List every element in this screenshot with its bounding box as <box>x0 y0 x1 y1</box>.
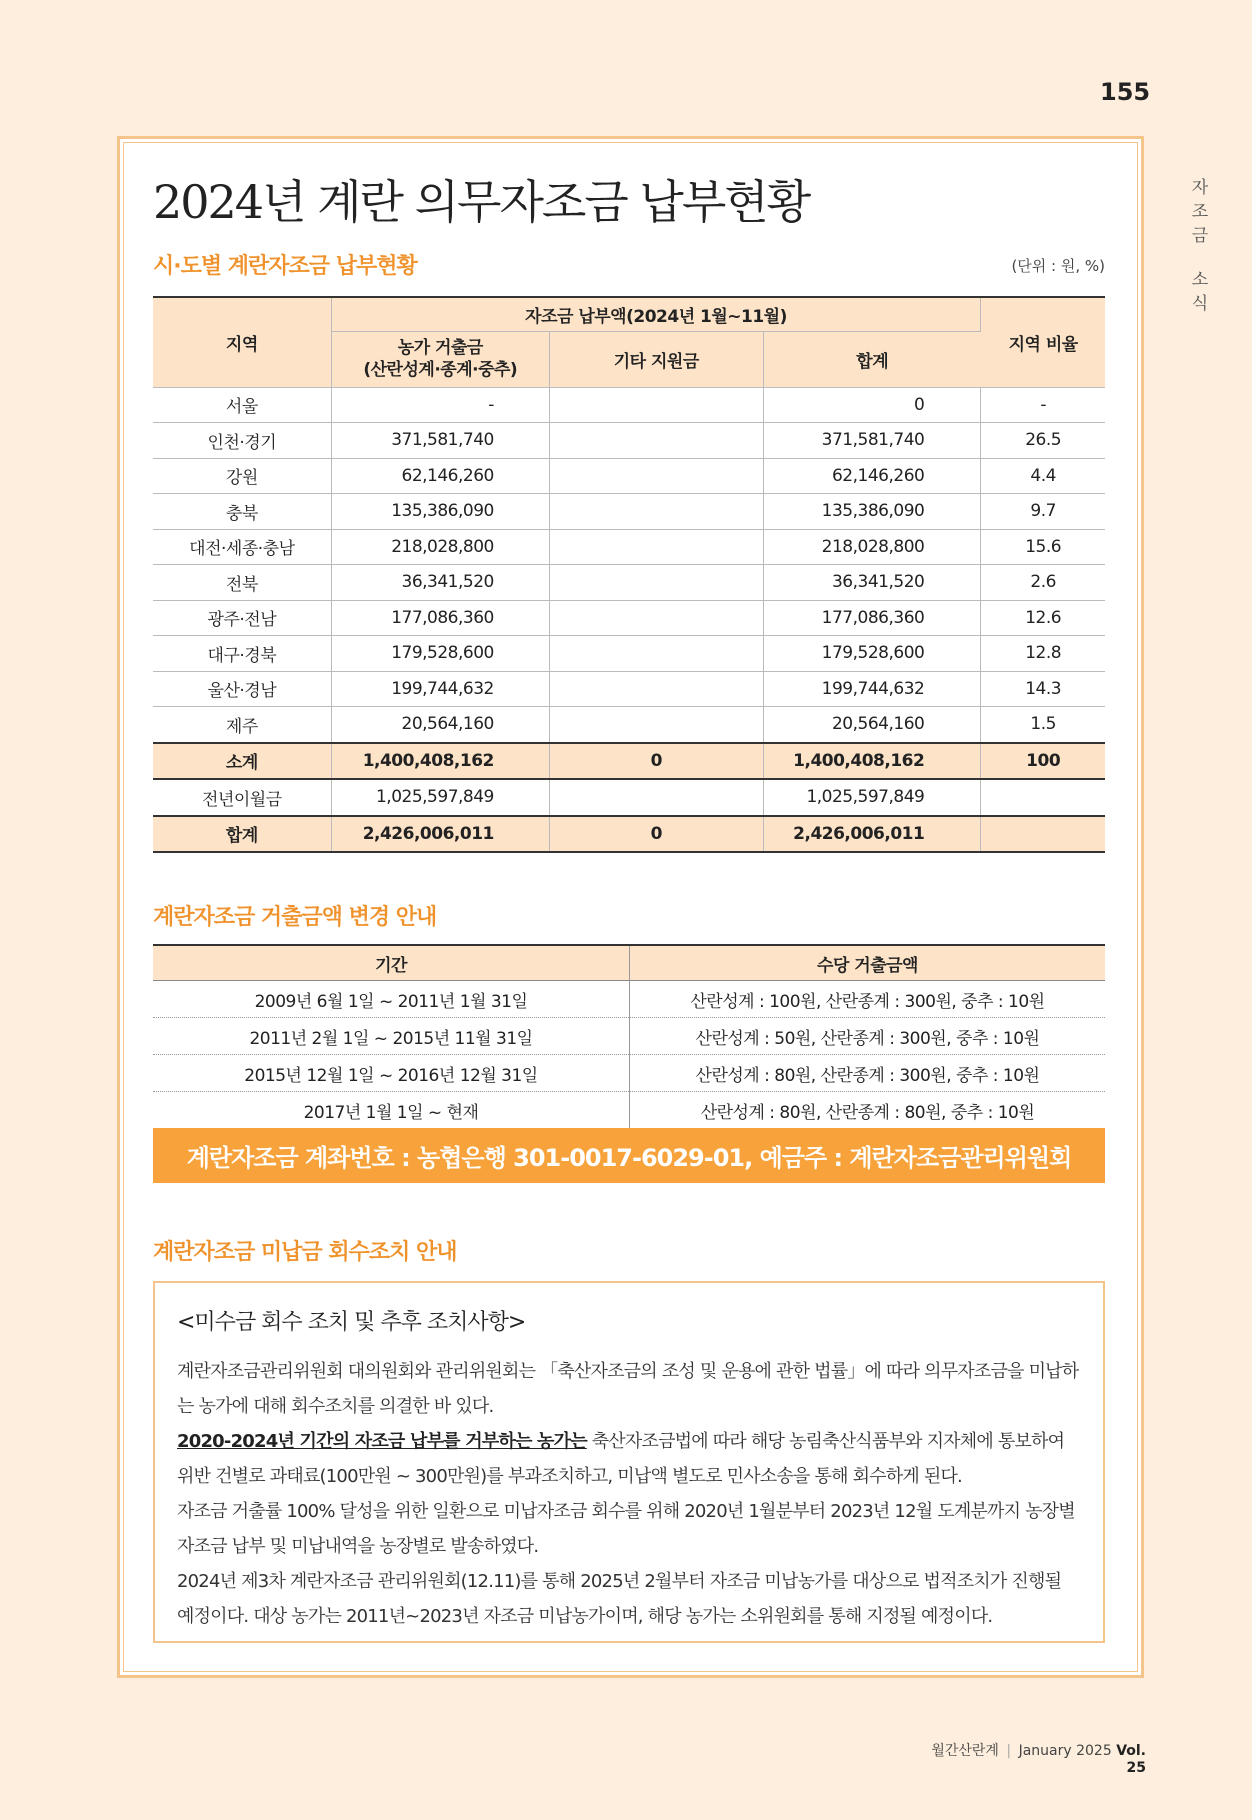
cell-ratio <box>981 779 1105 816</box>
cell-region: 합계 <box>153 816 331 853</box>
cell-farm: 1,400,408,162 <box>331 743 549 780</box>
header-farm <box>331 331 549 387</box>
cell-amount: 산란성계 : 80원, 산란종계 : 80원, 중추 : 10원 <box>700 1102 1035 1123</box>
cell-farm: 135,386,090 <box>331 494 549 530</box>
cell-region: 강원 <box>153 458 331 494</box>
table-row <box>153 423 1105 459</box>
cell-region: 서울 <box>153 387 331 423</box>
cell-total: 199,744,632 <box>763 671 981 707</box>
cell-total: 135,386,090 <box>763 494 981 530</box>
cell-total: 0 <box>763 387 981 423</box>
table-row <box>153 458 1105 494</box>
table-row <box>153 387 1105 423</box>
notice-box <box>153 1281 1105 1643</box>
cell-other <box>549 600 763 636</box>
table-row <box>153 707 1105 743</box>
cell-amount: 산란성계 : 80원, 산란종계 : 300원, 중추 : 10원 <box>630 1055 1106 1092</box>
table-row <box>153 529 1105 565</box>
notice-paragraph-4: 2024년 제3차 계란자조금 관리위원회(12.11)를 통해 2025년 2월부터 자조금 미납농가를 대상으로 법적조치가 진행될 예정이다. 대상 농가는 2011년~2023년 자조금 미납농가이며, 해당 농가는 소위원회를 통해 지정될 예정이다. <box>177 1571 1062 1627</box>
table-row <box>153 600 1105 636</box>
section2-title: 계란자조금 거출금액 변경 안내 <box>153 905 437 930</box>
cell-ratio: 15.6 <box>981 529 1105 565</box>
page-title: 2024년 계란 의무자조금 납부현황 <box>153 175 810 229</box>
cell-region: 소계 <box>153 743 331 780</box>
cell-farm: 2,426,006,011 <box>331 816 549 853</box>
cell-farm: 62,146,260 <box>331 458 549 494</box>
cell-ratio: 26.5 <box>981 423 1105 459</box>
footer-issue: January 2025 <box>1018 1743 1112 1759</box>
header-ratio: 지역 비율 <box>981 297 1105 387</box>
table-row <box>153 636 1105 672</box>
subtotal-row <box>153 743 1105 780</box>
cell-total: 218,028,800 <box>763 529 981 565</box>
cell-period: 2015년 12월 1일 ~ 2016년 12월 31일 <box>153 1055 630 1092</box>
side-tab-char: 식 <box>1191 294 1209 314</box>
cell-farm: 179,528,600 <box>331 636 549 672</box>
header-other: 기타 지원금 <box>549 331 763 387</box>
cell-total: 177,086,360 <box>763 600 981 636</box>
payment-status-table <box>153 296 1105 853</box>
cell-farm: 20,564,160 <box>331 707 549 743</box>
cell-amount: 산란성계 : 50원, 산란종계 : 300원, 중추 : 10원 <box>630 1018 1106 1055</box>
cell-region: 전북 <box>153 565 331 601</box>
notice-paragraph-2 <box>177 1424 1081 1494</box>
cell-ratio: 14.3 <box>981 671 1105 707</box>
cell-farm: - <box>331 387 549 423</box>
section3-title: 계란자조금 미납금 회수조치 안내 <box>153 1240 457 1265</box>
section1-title: 시·도별 계란자조금 납부현황 <box>153 254 417 279</box>
cell-total: 2,426,006,011 <box>763 816 981 853</box>
table-row <box>153 671 1105 707</box>
cell-region: 충북 <box>153 494 331 530</box>
cell-other <box>549 707 763 743</box>
cell-farm: 371,581,740 <box>331 423 549 459</box>
side-tab-char: 조 <box>1191 202 1209 222</box>
cell-total: 62,146,260 <box>763 458 981 494</box>
cell-other <box>549 387 763 423</box>
grand-total-row <box>153 816 1105 853</box>
table-row <box>153 1018 1105 1055</box>
cell-ratio: 4.4 <box>981 458 1105 494</box>
header-period: 기간 <box>153 945 630 981</box>
cell-ratio: 100 <box>981 743 1105 780</box>
cell-total: 36,341,520 <box>763 565 981 601</box>
cell-region: 대전·세종·충남 <box>153 529 331 565</box>
cell-region: 울산·경남 <box>153 671 331 707</box>
cell-period: 2009년 6월 1일 ~ 2011년 1월 31일 <box>153 981 630 1018</box>
notice-paragraph-3: 자조금 거출률 100% 달성을 위한 일환으로 미납자조금 회수를 위해 2020년 1월분부터 2023년 12월 도계분까지 농장별 자조금 납부 및 미납내역을 농장별로 발송하였다. <box>177 1501 1075 1557</box>
header-total: 합계 <box>763 331 981 387</box>
rate-change-table <box>153 944 1105 1130</box>
footer-vol: Vol. 25 <box>1116 1743 1146 1776</box>
side-tab-char: 자 <box>1191 178 1209 198</box>
cell-total: 20,564,160 <box>763 707 981 743</box>
cell-amount: 산란성계 : 100원, 산란종계 : 300원, 중추 : 10원 <box>630 981 1106 1018</box>
side-tab-char: 금 <box>1191 226 1209 246</box>
page-footer <box>920 1740 1146 1776</box>
cell-ratio: - <box>981 387 1105 423</box>
cell-region: 전년이월금 <box>153 779 331 816</box>
table-row <box>153 494 1105 530</box>
cell-region: 인천·경기 <box>153 423 331 459</box>
table-row <box>153 565 1105 601</box>
header-region: 지역 <box>153 297 331 387</box>
header-farm-line2: (산란성계·종계·중추) <box>363 360 518 380</box>
notice-paragraph-2-text: 축산자조금법에 따라 해당 농림축산식품부와 지자체에 통보하여 위반 건별로 과태료(100만원 ~ 300만원)를 부과조치하고, 미납액 별도로 민사소송을 통해 회수하게 된다. <box>177 1431 1065 1487</box>
table-row <box>153 1092 1105 1130</box>
cell-farm: 177,086,360 <box>331 600 549 636</box>
cell-ratio: 12.8 <box>981 636 1105 672</box>
notice-emphasis: 2020-2024년 기간의 자조금 납부를 거부하는 농가는 <box>177 1431 587 1452</box>
cell-farm: 199,744,632 <box>331 671 549 707</box>
cell-other <box>549 636 763 672</box>
cell-ratio: 9.7 <box>981 494 1105 530</box>
cell-ratio: 2.6 <box>981 565 1105 601</box>
side-tab-gap <box>1188 248 1212 268</box>
cell-ratio: 12.6 <box>981 600 1105 636</box>
side-tab-char: 소 <box>1191 270 1209 290</box>
cell-farm: 218,028,800 <box>331 529 549 565</box>
cell-total: 179,528,600 <box>763 636 981 672</box>
cell-region: 제주 <box>153 707 331 743</box>
cell-farm: 36,341,520 <box>331 565 549 601</box>
cell-region: 대구·경북 <box>153 636 331 672</box>
unit-label: (단위 : 원, %) <box>1011 257 1105 275</box>
footer-separator: | <box>1006 1743 1012 1759</box>
notice-box-title: <미수금 회수 조치 및 추후 조치사항> <box>177 1310 526 1335</box>
cell-other <box>549 458 763 494</box>
account-banner: 계란자조금 계좌번호 : 농협은행 301-0017-6029-01, 예금주 : 계란자조금관리위원회 <box>153 1128 1105 1183</box>
notice-paragraph-1: 계란자조금관리위원회 대의원회와 관리위원회는 「축산자조금의 조성 및 운용에 관한 법률」에 따라 의무자조금을 미납하는 농가에 대해 회수조치를 의결한 바 있다. <box>177 1361 1079 1417</box>
cell-total: 371,581,740 <box>763 423 981 459</box>
cell-other: 0 <box>549 743 763 780</box>
cell-period: 2011년 2월 1일 ~ 2015년 11월 31일 <box>153 1018 630 1055</box>
cell-region: 광주·전남 <box>153 600 331 636</box>
footer-magazine: 월간산란계 <box>931 1743 999 1759</box>
table-row <box>153 1055 1105 1092</box>
side-tab <box>1188 176 1212 316</box>
cell-total: 1,025,597,849 <box>763 779 981 816</box>
cell-other <box>549 529 763 565</box>
table-row <box>153 981 1105 1018</box>
cell-ratio: 1.5 <box>981 707 1105 743</box>
cell-total: 1,400,408,162 <box>763 743 981 780</box>
carryover-row <box>153 779 1105 816</box>
header-group: 자조금 납부액(2024년 1월~11월) <box>331 297 981 331</box>
header-farm-line1: 농가 거출금 <box>397 338 483 358</box>
cell-farm: 1,025,597,849 <box>331 779 549 816</box>
cell-other <box>549 423 763 459</box>
cell-other <box>549 779 763 816</box>
cell-period: 2017년 1월 1일 ~ 현재 <box>153 1092 630 1130</box>
cell-other <box>549 671 763 707</box>
cell-other: 0 <box>549 816 763 853</box>
cell-other <box>549 494 763 530</box>
cell-other <box>549 565 763 601</box>
cell-ratio <box>981 816 1105 853</box>
page-number: 155 <box>1100 78 1151 106</box>
header-amount: 수당 거출금액 <box>630 945 1106 981</box>
